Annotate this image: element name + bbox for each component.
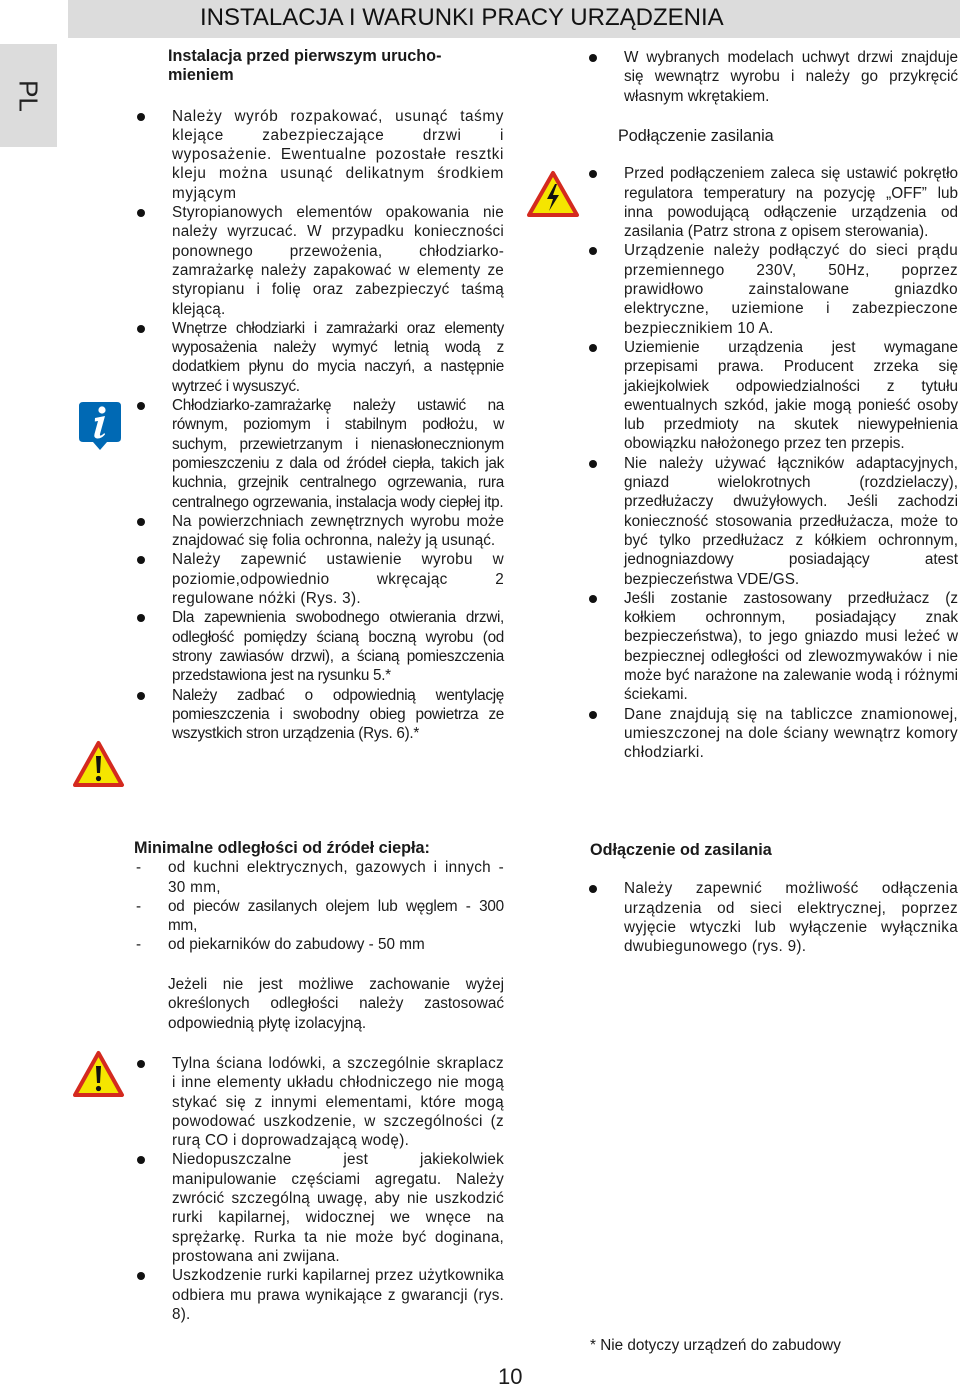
list-item: Chłodziarko-zamrażarkę należy ustawić na równym, poziomym i stabilnym podłożu, w suchym, przewietrzanym i nienasłonecznionym pomieszczeniu z dala od źródeł ciepła, takich jak kuchnia, grzejnik centralnego ogrzewania, rura centralnego ogrzewania, instalacja wody ciepłej itp. bbox=[134, 396, 504, 512]
warnings-list bbox=[134, 1054, 504, 1324]
install-list bbox=[134, 107, 504, 744]
list-item: - od kuchni elektrycznych, gazowych i innych - 30 mm, bbox=[134, 858, 504, 897]
list-item: Wnętrze chłodziarki i zamrażarki oraz elementy wyposażenia należy wymyć letnią wodą z dodatkiem płynu do mycia naczyń, a następnie wytrzeć i wysuszyć. bbox=[134, 319, 504, 396]
page-number: 10 bbox=[498, 1364, 523, 1389]
list-item: W wybranych modelach uchwyt drzwi znajduje się wewnątrz wyrobu i należy go przykręcić własnym wkrętakiem. bbox=[586, 48, 958, 106]
list-item: Tylna ściana lodówki, a szczególnie skraplacz i inne elementy układu chłodniczego nie mogą stykać się z innymi elementami, które mogą powodować uszkodzenie, w szczególności (z rurą CO i doprowadzającą wodę). bbox=[134, 1054, 504, 1150]
footnote: * Nie dotyczy urządzeń do zabudowy bbox=[590, 1337, 841, 1354]
list-item: Na powierzchniach zewnętrznych wyrobu może znajdować się folia ochronna, należy ją usunąć. bbox=[134, 512, 504, 551]
list-item: Uziemienie urządzenia jest wymagane przepisami prawa. Producent zrzeka się jakiejkolwiek odpowiedzialności z tytułu ewentualnych szkód, jakie mogą ponieść osoby lub przedmioty na skutek niewypełnienia obowiązku nałożonego przez ten przepis. bbox=[586, 338, 958, 454]
list-item: Dla zapewnienia swobodnego otwierania drzwi, odległość pomiędzy ścianą boczną wyrobu (od strony zawiasów drzwi), a ścianą pomieszczenia przedstawiona jest na rysunku 5.* bbox=[134, 608, 504, 685]
power-disconnection-section bbox=[586, 841, 958, 956]
page-title: INSTALACJA I WARUNKI PRACY URZĄDZENIA bbox=[200, 4, 724, 31]
list-item: Urządzenie należy podłączyć do sieci prądu przemiennego 230V, 50Hz, poprzez prawidłowo zainstalowane gniazdko elektryczne, uziemione i zabezpieczone bezpiecznikiem 10 A. bbox=[586, 241, 958, 337]
list-item: Należy zapewnić możliwość odłączenia urządzenia od sieci elektrycznej, poprzez wyjęcie wtyczki lub wyłączenie wyłącznika dwubiegunowego (rys. 9). bbox=[586, 879, 958, 956]
list-item: Niedopuszczalne jest jakiekolwiek manipulowanie częściami agregatu. Należy zwrócić szczególną uwagę, aby nie uszkodzić rurki kapilarnej, widocznej we wnęce na sprężarkę. Rurka ta nie może być doginana, prostowana ani zwijana. bbox=[134, 1150, 504, 1266]
info-icon bbox=[77, 400, 123, 452]
list-item: - od piekarników do zabudowy - 50 mm bbox=[134, 935, 504, 954]
warning-icon bbox=[72, 740, 125, 788]
install-heading-line2: mieniem bbox=[168, 66, 234, 85]
warnings-section bbox=[134, 1054, 504, 1324]
min-distances-heading: Minimalne odległości od źródeł ciepła: bbox=[134, 839, 430, 857]
list-item: Należy zapewnić ustawienie wyrobu w poziomie,odpowiednio wkręcając 2 regulowane nóżki (Rys. 3). bbox=[134, 550, 504, 608]
min-distances-note bbox=[168, 975, 504, 1033]
power-disconnection-heading: Odłączenie od zasilania bbox=[590, 841, 772, 859]
list-item: Nie należy używać łączników adaptacyjnych, gniazd wielokrotnych (rozdzielaczy), przedłużaczy dwużyłowych. Jeśli zachodzi konieczność stosowania przedłużacza, może to być tylko przedłużacz z kółkiem ochronnym, jednogniazdowy posiadający atest bezpieczeństwa VDE/GS. bbox=[586, 454, 958, 589]
list-item: Dane znajdują się na tabliczce znamionowej, umieszczonej na dole ściany wewnątrz komory chłodziarki. bbox=[586, 705, 958, 763]
list-item: Należy zadbać o odpowiednią wentylację pomieszczenia i swobodny obieg powietrza ze wszystkich stron urządzenia (Rys. 6).* bbox=[134, 686, 504, 744]
min-distances-section bbox=[134, 839, 504, 955]
warning-icon bbox=[72, 1050, 125, 1098]
power-connection-list bbox=[586, 164, 958, 762]
list-item: Styropianowych elementów opakowania nie należy wyrzucać. W przypadku konieczności ponownego przewożenia, chłodziarko-zamrażarkę należy zapakować w elementy ze styropianu i folię oraz zabezpieczyć taśmą klejącą. bbox=[134, 203, 504, 319]
note-text: Jeżeli nie jest możliwe zachowanie wyżej określonych odległości należy zastosować odpowiednią płytę izolacyjną. bbox=[168, 976, 504, 1032]
power-connection-section bbox=[586, 127, 958, 763]
electric-hazard-icon bbox=[526, 170, 580, 218]
list-item: Przed podłączeniem zaleca się ustawić pokrętło regulatora temperatury na pozycję „OFF” lub inna powodującą odłączenie urządzenia od zasilania (Patrz strona z opisem sterowania). bbox=[586, 164, 958, 241]
list-item: Uszkodzenie rurki kapilarnej przez użytkownika odbiera mu prawa wynikające z gwarancji (rys. 8). bbox=[134, 1266, 504, 1324]
right-top-section bbox=[586, 48, 958, 106]
list-item: Należy wyrób rozpakować, usunąć taśmy klejące zabezpieczające drzwi i wyposażenie. Ewentualne pozostałe resztki kleju można usunąć delikatnym środkiem myjącym bbox=[134, 107, 504, 203]
power-connection-heading: Podłączenie zasilania bbox=[618, 127, 774, 145]
language-tab-label: PL bbox=[13, 80, 44, 112]
list-item: Jeśli zostanie zastosowany przedłużacz (z kołkiem ochronnym, posiadający znak bezpieczeństwa), to jego gniazdo musi leżeć w bezpiecznej odległości od zlewozmywaków i nie może być narażone na zalewanie wodą i różnymi ściekami. bbox=[586, 589, 958, 705]
list-item: - od pieców zasilanych olejem lub węglem - 300 mm, bbox=[134, 897, 504, 936]
power-disconnection-list bbox=[586, 879, 958, 956]
min-distances-list bbox=[134, 858, 504, 954]
right-top-list bbox=[586, 48, 958, 106]
install-section bbox=[134, 47, 504, 743]
install-heading-line1: Instalacja przed pierwszym urucho- bbox=[168, 47, 442, 65]
install-heading bbox=[168, 47, 504, 86]
